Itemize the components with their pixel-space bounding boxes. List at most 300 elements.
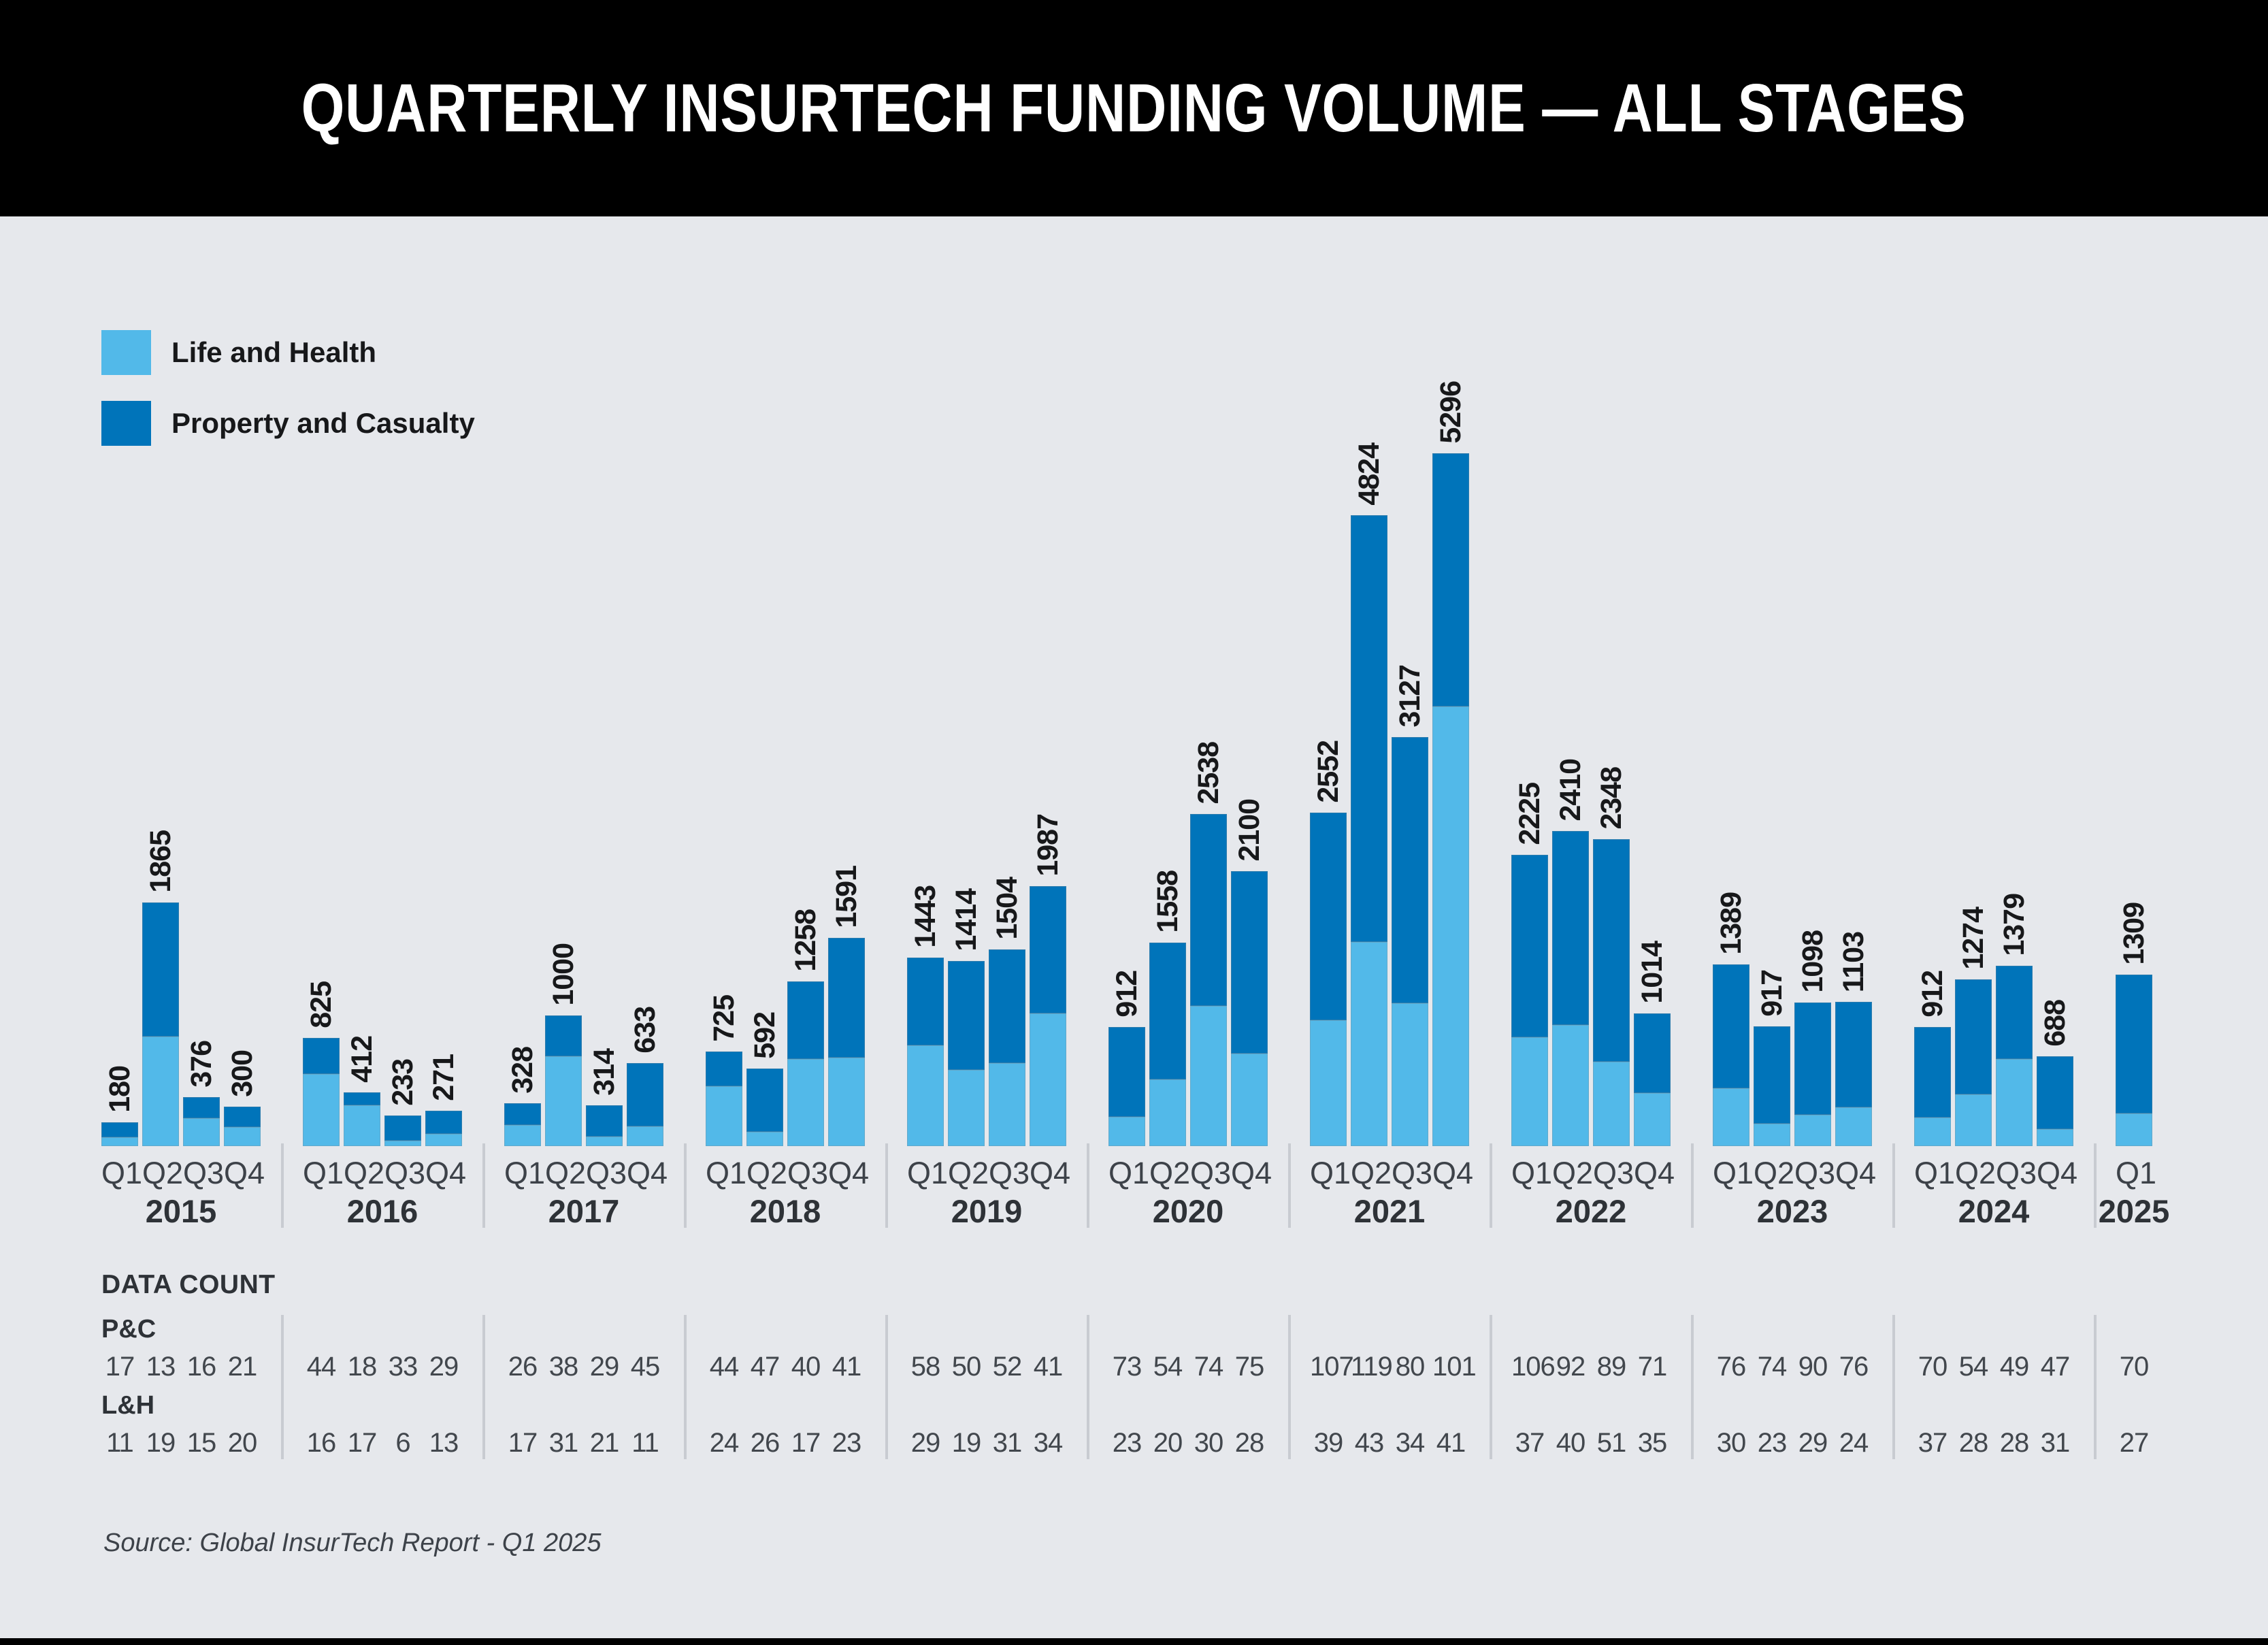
segment-property-casualty <box>425 1111 462 1134</box>
year-group-2019 <box>907 452 1066 1146</box>
value-label-wrap <box>101 1066 138 1113</box>
count-value: 74 <box>1194 1352 1223 1382</box>
value-label: 592 <box>748 1012 781 1059</box>
axis-separator <box>684 1143 687 1228</box>
quarter-label: Q3 <box>1190 1156 1232 1190</box>
value-label: 2100 <box>1232 799 1266 862</box>
stacked-bar <box>1190 814 1227 1146</box>
bar-2020-q2 <box>1149 452 1186 1146</box>
table-separator <box>1087 1315 1089 1459</box>
bar-2015-q3 <box>183 452 220 1146</box>
lh-row-label: L&H <box>101 1391 155 1420</box>
count-value: 54 <box>1153 1352 1183 1382</box>
source-note: Source: Global InsurTech Report - Q1 2025 <box>103 1529 602 1557</box>
quarter-label: Q4 <box>1835 1156 1877 1190</box>
value-label-wrap <box>1511 783 1548 845</box>
bar-2022-q4 <box>1634 452 1671 1146</box>
bar-2024-q3 <box>1996 452 2033 1146</box>
segment-life-health <box>1030 1013 1066 1146</box>
count-value: 31 <box>992 1428 1022 1458</box>
count-value: 23 <box>1757 1428 1787 1458</box>
count-value: 21 <box>227 1352 257 1382</box>
stacked-bar <box>1593 839 1630 1146</box>
value-label: 2410 <box>1554 759 1587 821</box>
bar-2017-q4 <box>627 452 663 1146</box>
bar-2019-q4 <box>1030 452 1066 1146</box>
count-value: 29 <box>1798 1428 1828 1458</box>
segment-life-health <box>706 1086 742 1146</box>
segment-property-casualty <box>1794 1003 1831 1115</box>
count-value: 38 <box>548 1352 578 1382</box>
year-group-2017 <box>504 452 663 1146</box>
stacked-bar <box>1392 737 1428 1146</box>
value-label-wrap <box>183 1041 220 1088</box>
pc-count-2021 <box>1310 1352 1476 1382</box>
year-label-row <box>2098 1192 2170 1230</box>
table-separator <box>885 1315 888 1459</box>
value-label-wrap <box>1754 970 1790 1017</box>
stacked-bar <box>2116 975 2152 1146</box>
stacked-bar <box>224 1107 261 1146</box>
segment-life-health <box>384 1141 421 1146</box>
bar-2020-q3 <box>1190 452 1227 1146</box>
year-label: 2024 <box>1958 1193 2030 1229</box>
count-value: 107 <box>1310 1352 1353 1382</box>
segment-property-casualty <box>787 981 824 1059</box>
quarter-labels-2019 <box>907 1156 1071 1191</box>
quarter-labels-2020 <box>1108 1156 1272 1191</box>
year-group-2018 <box>706 452 865 1146</box>
segment-property-casualty <box>1634 1013 1671 1093</box>
pc-count-2015 <box>101 1352 261 1382</box>
count-value: 89 <box>1596 1352 1626 1382</box>
stacked-bar <box>1552 831 1589 1146</box>
bar-2015-q2 <box>142 452 179 1146</box>
segment-life-health <box>1392 1003 1428 1146</box>
bar-2021-q4 <box>1432 381 1469 1146</box>
stacked-bar <box>828 938 865 1146</box>
stacked-bar <box>142 902 179 1146</box>
stacked-bar <box>1108 1027 1145 1146</box>
bar-2023-q3 <box>1794 452 1831 1146</box>
quarter-label: Q4 <box>425 1156 467 1190</box>
count-value: 17 <box>791 1428 821 1458</box>
value-label: 2538 <box>1191 742 1225 804</box>
value-label-wrap <box>1835 932 1872 992</box>
count-value: 49 <box>1999 1352 2029 1382</box>
value-label: 233 <box>386 1059 419 1106</box>
segment-property-casualty <box>948 961 985 1070</box>
segment-property-casualty <box>1030 886 1066 1013</box>
bar-2016-q2 <box>344 452 380 1146</box>
count-value: 15 <box>186 1428 216 1458</box>
segment-property-casualty <box>1231 871 1268 1054</box>
quarter-label: Q1 <box>1914 1156 1956 1190</box>
pc-count-2022 <box>1511 1352 1671 1382</box>
segment-life-health <box>1996 1059 2033 1146</box>
lh-count-2015 <box>101 1428 261 1459</box>
value-label-wrap <box>1713 892 1749 955</box>
value-label: 725 <box>707 995 740 1042</box>
segment-property-casualty <box>2116 975 2152 1113</box>
value-label-wrap <box>1634 941 1671 1004</box>
axis-separator <box>2094 1143 2097 1228</box>
count-value: 101 <box>1432 1352 1476 1382</box>
count-value: 16 <box>306 1428 336 1458</box>
value-label: 300 <box>225 1050 259 1097</box>
pc-count-2017 <box>504 1352 663 1382</box>
segment-property-casualty <box>1996 966 2033 1059</box>
table-separator <box>1691 1315 1694 1459</box>
bar-2022-q1 <box>1511 452 1548 1146</box>
count-value: 39 <box>1313 1428 1343 1458</box>
bar-2021-q1 <box>1310 452 1347 1146</box>
count-value: 92 <box>1556 1352 1585 1382</box>
count-value: 33 <box>388 1352 418 1382</box>
legend-label: Property and Casualty <box>171 407 475 439</box>
lh-count-2016 <box>303 1428 462 1459</box>
count-value: 52 <box>992 1352 1022 1382</box>
value-label: 4824 <box>1352 443 1385 506</box>
quarter-label: Q1 <box>101 1156 143 1190</box>
segment-life-health <box>183 1118 220 1146</box>
lh-count-2018 <box>706 1428 865 1459</box>
count-value: 20 <box>227 1428 257 1458</box>
bar-2019-q1 <box>907 452 944 1146</box>
quarter-label: Q4 <box>828 1156 870 1190</box>
value-label: 271 <box>427 1054 460 1101</box>
segment-property-casualty <box>303 1038 340 1074</box>
count-value: 70 <box>2119 1352 2149 1382</box>
value-label-wrap <box>1552 759 1589 821</box>
count-value: 11 <box>631 1428 659 1458</box>
quarter-label: Q1 <box>1511 1156 1553 1190</box>
quarter-label: Q1 <box>1108 1156 1150 1190</box>
page-title: QUARTERLY INSURTECH FUNDING VOLUME — ALL STAGES <box>301 69 1967 146</box>
segment-property-casualty <box>1955 979 1992 1094</box>
segment-life-health <box>907 1045 944 1146</box>
quarter-labels-2018 <box>706 1156 870 1191</box>
count-value: 45 <box>630 1352 660 1382</box>
legend-item-property-casualty <box>101 401 475 446</box>
year-label-row <box>1713 1192 1872 1230</box>
segment-property-casualty <box>183 1097 220 1118</box>
segment-life-health <box>746 1132 783 1146</box>
count-value: 30 <box>1194 1428 1223 1458</box>
count-value: 43 <box>1354 1428 1384 1458</box>
legend-item-life-health <box>101 330 376 375</box>
stacked-bar <box>706 1052 742 1146</box>
segment-property-casualty <box>586 1105 623 1137</box>
segment-life-health <box>1914 1118 1951 1146</box>
quarter-label: Q2 <box>948 1156 989 1190</box>
quarter-label: Q2 <box>344 1156 385 1190</box>
year-group-2020 <box>1108 452 1268 1146</box>
year-label-row <box>1511 1192 1671 1230</box>
pc-count-2024 <box>1914 1352 2073 1382</box>
value-label-wrap <box>746 1012 783 1059</box>
year-group-2022 <box>1511 452 1671 1146</box>
quarter-label: Q2 <box>1955 1156 1996 1190</box>
axis-separator <box>1691 1143 1694 1228</box>
axis-separator <box>281 1143 284 1228</box>
lh-count-2024 <box>1914 1428 2073 1459</box>
segment-life-health <box>1511 1037 1548 1146</box>
value-label-wrap <box>1955 907 1992 970</box>
year-group-2024 <box>1914 452 2073 1146</box>
bar-2023-q4 <box>1835 452 1872 1146</box>
value-label-wrap <box>1432 381 1469 444</box>
value-label-wrap <box>706 995 742 1042</box>
count-value: 71 <box>1637 1352 1667 1382</box>
stacked-bar <box>1996 966 2033 1146</box>
bottom-strip <box>0 1638 2268 1645</box>
count-value: 16 <box>186 1352 216 1382</box>
value-label: 688 <box>2038 1000 2071 1047</box>
count-value: 28 <box>1958 1428 1988 1458</box>
segment-property-casualty <box>1392 737 1428 1003</box>
segment-life-health <box>1351 942 1387 1146</box>
count-value: 24 <box>1839 1428 1869 1458</box>
stacked-bar <box>1835 1002 1872 1146</box>
bar-2016-q1 <box>303 452 340 1146</box>
bar-2016-q4 <box>425 452 462 1146</box>
quarter-label: Q3 <box>586 1156 627 1190</box>
segment-property-casualty <box>142 902 179 1037</box>
count-value: 21 <box>589 1428 619 1458</box>
count-value: 75 <box>1234 1352 1264 1382</box>
count-value: 31 <box>548 1428 578 1458</box>
segment-life-health <box>948 1070 985 1146</box>
quarter-label: Q1 <box>907 1156 949 1190</box>
year-label: 2023 <box>1756 1193 1828 1229</box>
data-count-title: DATA COUNT <box>101 1270 276 1299</box>
stacked-bar <box>1432 453 1469 1146</box>
bar-2019-q3 <box>989 452 1025 1146</box>
segment-property-casualty <box>384 1115 421 1141</box>
segment-property-casualty <box>907 958 944 1045</box>
count-value: 17 <box>347 1428 377 1458</box>
count-value: 40 <box>791 1352 821 1382</box>
count-value: 51 <box>1596 1428 1626 1458</box>
pc-count-2018 <box>706 1352 865 1382</box>
lh-count-2021 <box>1310 1428 1469 1459</box>
segment-property-casualty <box>224 1107 261 1127</box>
segment-life-health <box>344 1105 380 1146</box>
segment-life-health <box>1955 1094 1992 1146</box>
value-label: 1987 <box>1031 814 1064 877</box>
bar-2021-q2 <box>1351 443 1387 1146</box>
count-value: 50 <box>951 1352 981 1382</box>
stacked-bar <box>101 1122 138 1146</box>
value-label-wrap <box>545 943 582 1006</box>
stacked-bar <box>1511 855 1548 1146</box>
count-value: 24 <box>709 1428 739 1458</box>
segment-life-health <box>1310 1020 1347 1146</box>
year-label: 2018 <box>749 1193 821 1229</box>
stacked-bar <box>989 949 1025 1146</box>
title-band <box>0 0 2268 216</box>
segment-property-casualty <box>1835 1002 1872 1107</box>
value-label-wrap <box>1392 665 1428 728</box>
stacked-bar <box>183 1097 220 1146</box>
count-value: 47 <box>750 1352 780 1382</box>
segment-life-health <box>101 1137 138 1146</box>
stacked-bar <box>425 1111 462 1146</box>
year-label-row <box>504 1192 663 1230</box>
value-label: 1258 <box>789 909 822 972</box>
value-label-wrap <box>787 909 824 972</box>
stacked-bar <box>787 981 824 1146</box>
value-label-wrap <box>1914 971 1951 1017</box>
table-separator <box>281 1315 284 1459</box>
bar-2017-q3 <box>586 452 623 1146</box>
count-value: 11 <box>106 1428 133 1458</box>
count-value: 29 <box>910 1428 940 1458</box>
bar-2021-q3 <box>1392 452 1428 1146</box>
value-label: 3127 <box>1393 665 1426 728</box>
value-label-wrap <box>1030 814 1066 877</box>
segment-life-health <box>627 1126 663 1146</box>
bar-2024-q4 <box>2037 452 2073 1146</box>
quarter-labels-2025 <box>2116 1156 2157 1191</box>
lh-count-2019 <box>907 1428 1066 1459</box>
bar-2022-q3 <box>1593 452 1630 1146</box>
segment-property-casualty <box>344 1092 380 1105</box>
year-label: 2019 <box>951 1193 1023 1229</box>
segment-life-health <box>1231 1054 1268 1146</box>
segment-life-health <box>1190 1006 1227 1146</box>
value-label-wrap <box>586 1049 623 1096</box>
axis-separator <box>1892 1143 1895 1228</box>
segment-life-health <box>1794 1115 1831 1146</box>
stacked-bar <box>1310 813 1347 1146</box>
segment-life-health <box>989 1063 1025 1146</box>
stacked-bar <box>746 1069 783 1146</box>
segment-property-casualty <box>989 949 1025 1063</box>
year-label-row <box>1310 1192 1469 1230</box>
bar-2018-q1 <box>706 452 742 1146</box>
quarter-label: Q4 <box>627 1156 668 1190</box>
value-label: 5296 <box>1434 381 1467 444</box>
value-label-wrap <box>2116 902 2152 965</box>
count-value: 30 <box>1716 1428 1746 1458</box>
quarter-label: Q3 <box>989 1156 1030 1190</box>
count-value: 76 <box>1839 1352 1869 1382</box>
value-label: 376 <box>184 1041 218 1088</box>
count-value: 34 <box>1395 1428 1425 1458</box>
stacked-bar <box>1634 1013 1671 1146</box>
stacked-bar <box>948 961 985 1146</box>
value-label: 180 <box>103 1066 136 1113</box>
table-separator <box>1490 1315 1492 1459</box>
value-label-wrap <box>627 1007 663 1054</box>
count-value: 35 <box>1637 1428 1667 1458</box>
year-label-row <box>303 1192 462 1230</box>
bar-2018-q2 <box>746 452 783 1146</box>
value-label: 912 <box>1110 971 1143 1017</box>
table-separator <box>2094 1315 2097 1459</box>
value-label: 1389 <box>1714 892 1747 955</box>
lh-count-2017 <box>504 1428 663 1459</box>
count-value: 17 <box>105 1352 135 1382</box>
value-label-wrap <box>1108 971 1145 1017</box>
quarter-label: Q1 <box>706 1156 747 1190</box>
value-label: 1098 <box>1796 930 1829 993</box>
count-value: 26 <box>508 1352 538 1382</box>
count-value: 17 <box>508 1428 538 1458</box>
segment-life-health <box>828 1058 865 1146</box>
stacked-bar <box>1030 886 1066 1146</box>
value-label-wrap <box>1310 740 1347 803</box>
quarter-label: Q2 <box>1351 1156 1392 1190</box>
year-label: 2016 <box>346 1193 418 1229</box>
value-label: 1414 <box>949 889 983 951</box>
quarter-label: Q3 <box>1392 1156 1433 1190</box>
count-value: 13 <box>146 1352 176 1382</box>
segment-property-casualty <box>2037 1056 2073 1129</box>
table-separator <box>684 1315 687 1459</box>
count-value: 28 <box>1999 1428 2029 1458</box>
value-label: 1000 <box>546 943 580 1006</box>
bar-2023-q2 <box>1754 452 1790 1146</box>
value-label-wrap <box>1794 930 1831 993</box>
count-value: 76 <box>1716 1352 1746 1382</box>
bar-2024-q1 <box>1914 452 1951 1146</box>
quarter-labels-2017 <box>504 1156 668 1191</box>
segment-property-casualty <box>1552 831 1589 1025</box>
bar-2019-q2 <box>948 452 985 1146</box>
count-value: 28 <box>1234 1428 1264 1458</box>
stacked-bar <box>1149 943 1186 1146</box>
value-label: 1504 <box>990 877 1023 940</box>
count-value: 37 <box>1515 1428 1545 1458</box>
value-label: 1558 <box>1151 870 1184 933</box>
stacked-bar <box>627 1063 663 1146</box>
value-label-wrap <box>828 866 865 928</box>
table-separator <box>482 1315 485 1459</box>
segment-life-health <box>504 1125 541 1146</box>
value-label-wrap <box>344 1036 380 1083</box>
table-separator <box>1288 1315 1291 1459</box>
quarter-label: Q2 <box>1149 1156 1191 1190</box>
bar-2017-q1 <box>504 452 541 1146</box>
segment-property-casualty <box>627 1063 663 1126</box>
count-value: 37 <box>1918 1428 1947 1458</box>
segment-life-health <box>1149 1079 1186 1146</box>
bar-2022-q2 <box>1552 452 1589 1146</box>
value-label: 2348 <box>1594 767 1628 830</box>
year-label: 2015 <box>145 1193 217 1229</box>
year-group-2025 <box>2116 452 2152 1146</box>
segment-property-casualty <box>1914 1027 1951 1118</box>
quarter-label: Q3 <box>1996 1156 2037 1190</box>
year-group-2016 <box>303 452 462 1146</box>
segment-life-health <box>224 1127 261 1146</box>
count-value: 13 <box>429 1428 459 1458</box>
lh-count-2025 <box>2116 1428 2152 1459</box>
count-value: 41 <box>1436 1428 1466 1458</box>
value-label: 912 <box>1916 971 1949 1017</box>
count-value: 44 <box>709 1352 739 1382</box>
stacked-bar <box>1794 1003 1831 1146</box>
value-label: 1309 <box>2117 902 2150 965</box>
bar-2020-q4 <box>1231 452 1268 1146</box>
year-label-row <box>907 1192 1066 1230</box>
quarter-labels-2015 <box>101 1156 265 1191</box>
lh-count-2022 <box>1511 1428 1671 1459</box>
stacked-bar <box>1754 1026 1790 1146</box>
